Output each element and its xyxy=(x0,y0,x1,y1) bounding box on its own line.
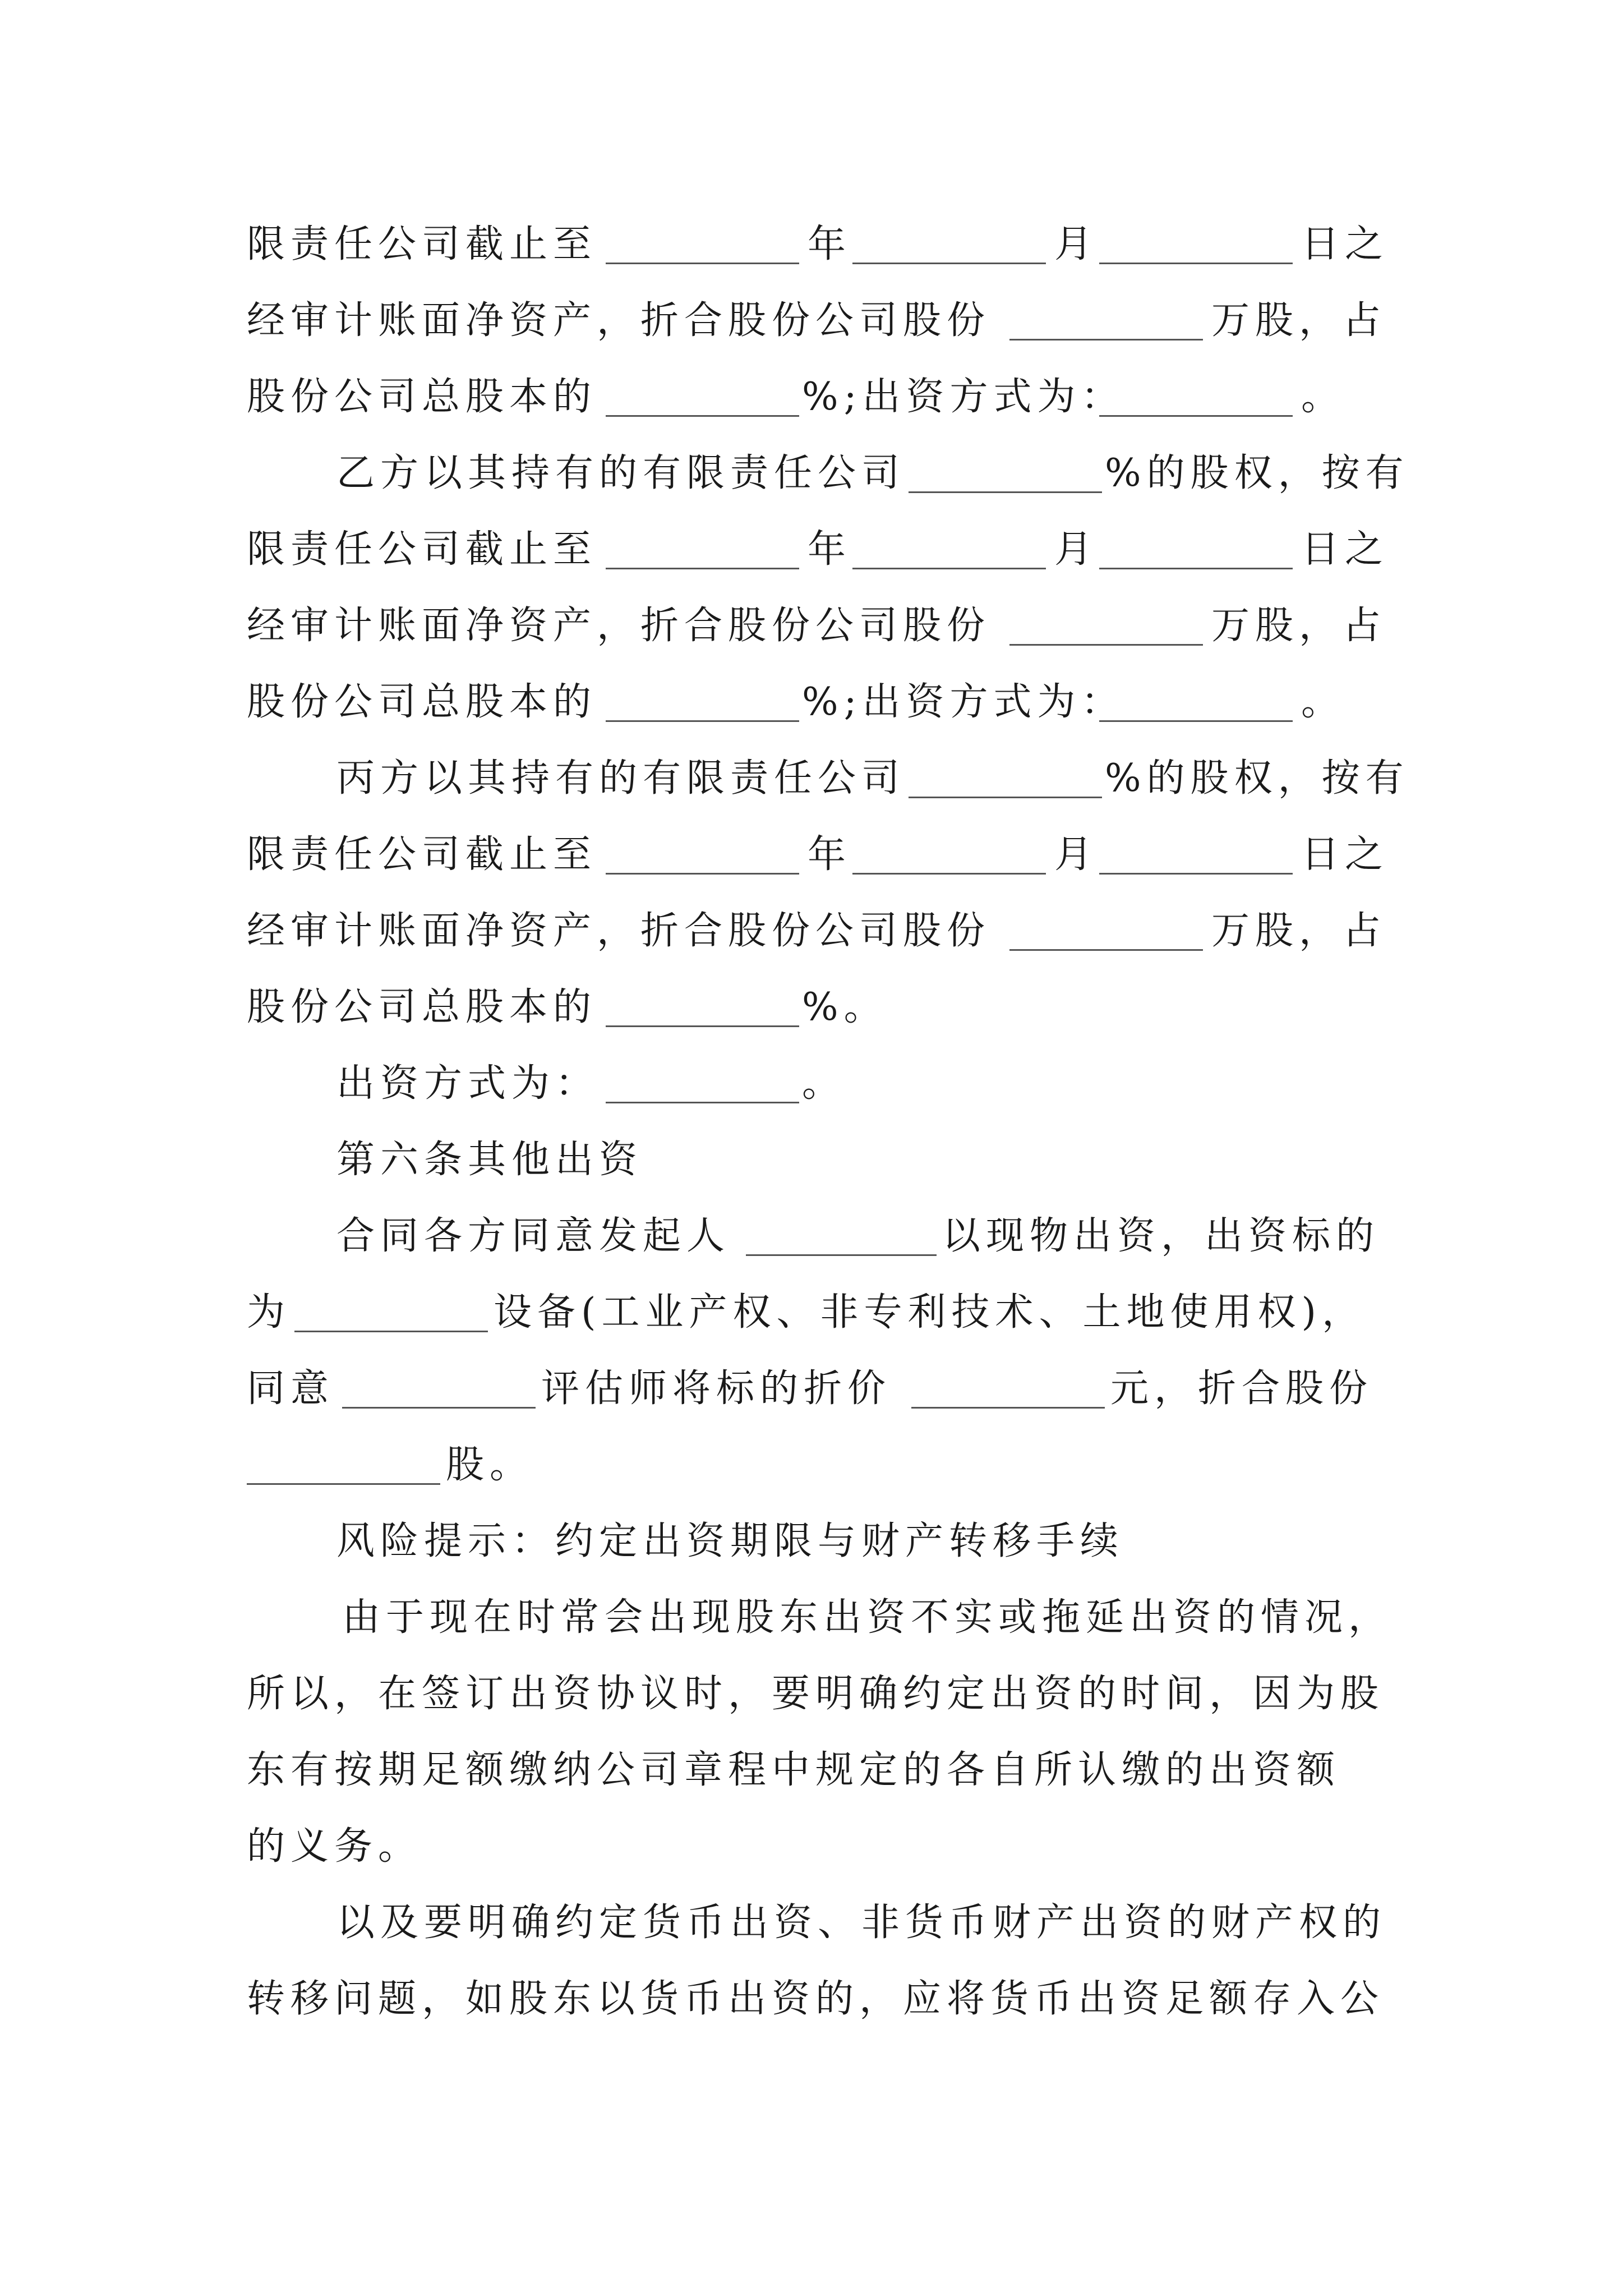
fill-in-blank xyxy=(1099,415,1293,417)
text-line xyxy=(0,1889,1623,1957)
text-line xyxy=(0,287,1623,355)
fill-in-blank xyxy=(852,873,1046,875)
text-segment: 股份公司总股本的 xyxy=(247,985,597,1029)
text-segment: 同意 xyxy=(247,1366,335,1411)
text-line xyxy=(0,1584,1623,1651)
text-line xyxy=(0,1508,1623,1575)
fill-in-blank xyxy=(911,1407,1105,1409)
text-segment: 月 xyxy=(1054,527,1099,572)
text-segment: 东有按期足额缴纳公司章程中规定的各自所认缴的出资额 xyxy=(247,1748,1341,1792)
text-segment: %。 xyxy=(802,985,888,1029)
text-segment: 为 xyxy=(247,1290,291,1335)
text-segment: 经审计账面净资产，折合股份公司股份 xyxy=(247,298,991,343)
text-segment: 的义务。 xyxy=(247,1824,422,1869)
text-segment: 万股，占 xyxy=(1211,909,1387,953)
text-segment: 经审计账面净资产，折合股份公司股份 xyxy=(247,604,991,648)
text-line xyxy=(0,592,1623,660)
text-segment: 日之 xyxy=(1301,832,1389,877)
text-segment: 经审计账面净资产，折合股份公司股份 xyxy=(247,909,991,953)
text-line xyxy=(0,1279,1623,1346)
text-segment: 。 xyxy=(1301,680,1345,724)
text-line xyxy=(0,1126,1623,1194)
fill-in-blank xyxy=(746,1254,937,1256)
text-line xyxy=(0,1203,1623,1270)
text-line xyxy=(0,1813,1623,1880)
text-segment: 以现物出资，出资标的 xyxy=(942,1214,1380,1258)
text-line xyxy=(0,1355,1623,1423)
text-line xyxy=(0,1050,1623,1117)
text-line xyxy=(0,516,1623,583)
text-line xyxy=(0,1737,1623,1804)
text-segment: 日之 xyxy=(1301,527,1389,572)
fill-in-blank xyxy=(852,263,1046,264)
text-line xyxy=(0,1432,1623,1499)
section-heading: 风险提示：约定出资期限与财产转移手续 xyxy=(336,1519,1124,1563)
fill-in-blank xyxy=(247,1483,440,1485)
fill-in-blank xyxy=(606,873,799,875)
text-segment: 年 xyxy=(808,222,852,266)
fill-in-blank xyxy=(909,491,1102,493)
fill-in-blank xyxy=(1099,568,1293,569)
fill-in-blank xyxy=(606,415,799,417)
fill-in-blank xyxy=(294,1331,488,1332)
text-line xyxy=(0,669,1623,736)
section-heading: 第六条其他出资 xyxy=(336,1138,643,1182)
fill-in-blank xyxy=(606,1025,799,1027)
text-segment: 月 xyxy=(1054,832,1099,877)
text-segment: 。 xyxy=(1301,375,1345,419)
text-segment: 由于现在时常会出现股东出资不实或拖延出资的情况， xyxy=(342,1595,1393,1640)
text-line xyxy=(0,1660,1623,1728)
text-segment: 以及要明确约定货币出资、非货币财产出资的财产权的 xyxy=(336,1901,1387,1945)
text-segment: 转移问题，如股东以货币出资的，应将货币出资足额存入公 xyxy=(247,1977,1385,2021)
text-segment: 合同各方同意发起人 xyxy=(336,1214,731,1258)
text-segment: 限责任公司截止至 xyxy=(247,527,597,572)
text-segment: 丙方以其持有的有限责任公司 xyxy=(336,756,906,800)
text-line xyxy=(0,745,1623,812)
text-segment: 年 xyxy=(808,832,852,877)
fill-in-blank xyxy=(852,568,1046,569)
text-line xyxy=(0,974,1623,1041)
text-line xyxy=(0,211,1623,278)
text-segment: %的股权，按有 xyxy=(1105,451,1409,495)
fill-in-blank xyxy=(1099,720,1293,722)
fill-in-blank xyxy=(1099,873,1293,875)
text-segment: 月 xyxy=(1054,222,1099,266)
fill-in-blank xyxy=(606,263,799,264)
text-segment: 年 xyxy=(808,527,852,572)
text-segment: 出资方式为： xyxy=(336,1061,600,1106)
text-segment: %;出资方式为： xyxy=(802,680,1125,724)
fill-in-blank xyxy=(1009,949,1203,951)
text-segment: 设备(工业产权、非专利技术、土地使用权)， xyxy=(494,1290,1366,1335)
text-line xyxy=(0,821,1623,889)
fill-in-blank xyxy=(342,1407,536,1409)
fill-in-blank xyxy=(909,797,1102,798)
text-segment: 万股，占 xyxy=(1211,604,1387,648)
text-segment: 所以，在签订出资协议时，要明确约定出资的时间，因为股 xyxy=(247,1672,1385,1716)
fill-in-blank xyxy=(1099,263,1293,264)
text-line xyxy=(0,1966,1623,2033)
fill-in-blank xyxy=(606,568,799,569)
text-segment: 股份公司总股本的 xyxy=(247,680,597,724)
fill-in-blank xyxy=(1009,339,1203,341)
text-segment: 元，折合股份 xyxy=(1110,1366,1373,1411)
text-line xyxy=(0,440,1623,507)
text-segment: 股份公司总股本的 xyxy=(247,375,597,419)
text-segment: 万股，占 xyxy=(1211,298,1387,343)
text-segment: 评估师将标的折价 xyxy=(541,1366,892,1411)
text-segment: 。 xyxy=(802,1061,846,1106)
fill-in-blank xyxy=(1009,644,1203,646)
text-segment: %的股权，按有 xyxy=(1105,756,1409,800)
text-segment: 限责任公司截止至 xyxy=(247,832,597,877)
text-segment: 乙方以其持有的有限责任公司 xyxy=(336,451,906,495)
text-segment: 股。 xyxy=(446,1443,534,1487)
fill-in-blank xyxy=(606,720,799,722)
text-line xyxy=(0,364,1623,431)
text-line xyxy=(0,898,1623,965)
text-segment: %;出资方式为： xyxy=(802,375,1125,419)
text-segment: 日之 xyxy=(1301,222,1389,266)
fill-in-blank xyxy=(606,1102,799,1103)
text-segment: 限责任公司截止至 xyxy=(247,222,597,266)
